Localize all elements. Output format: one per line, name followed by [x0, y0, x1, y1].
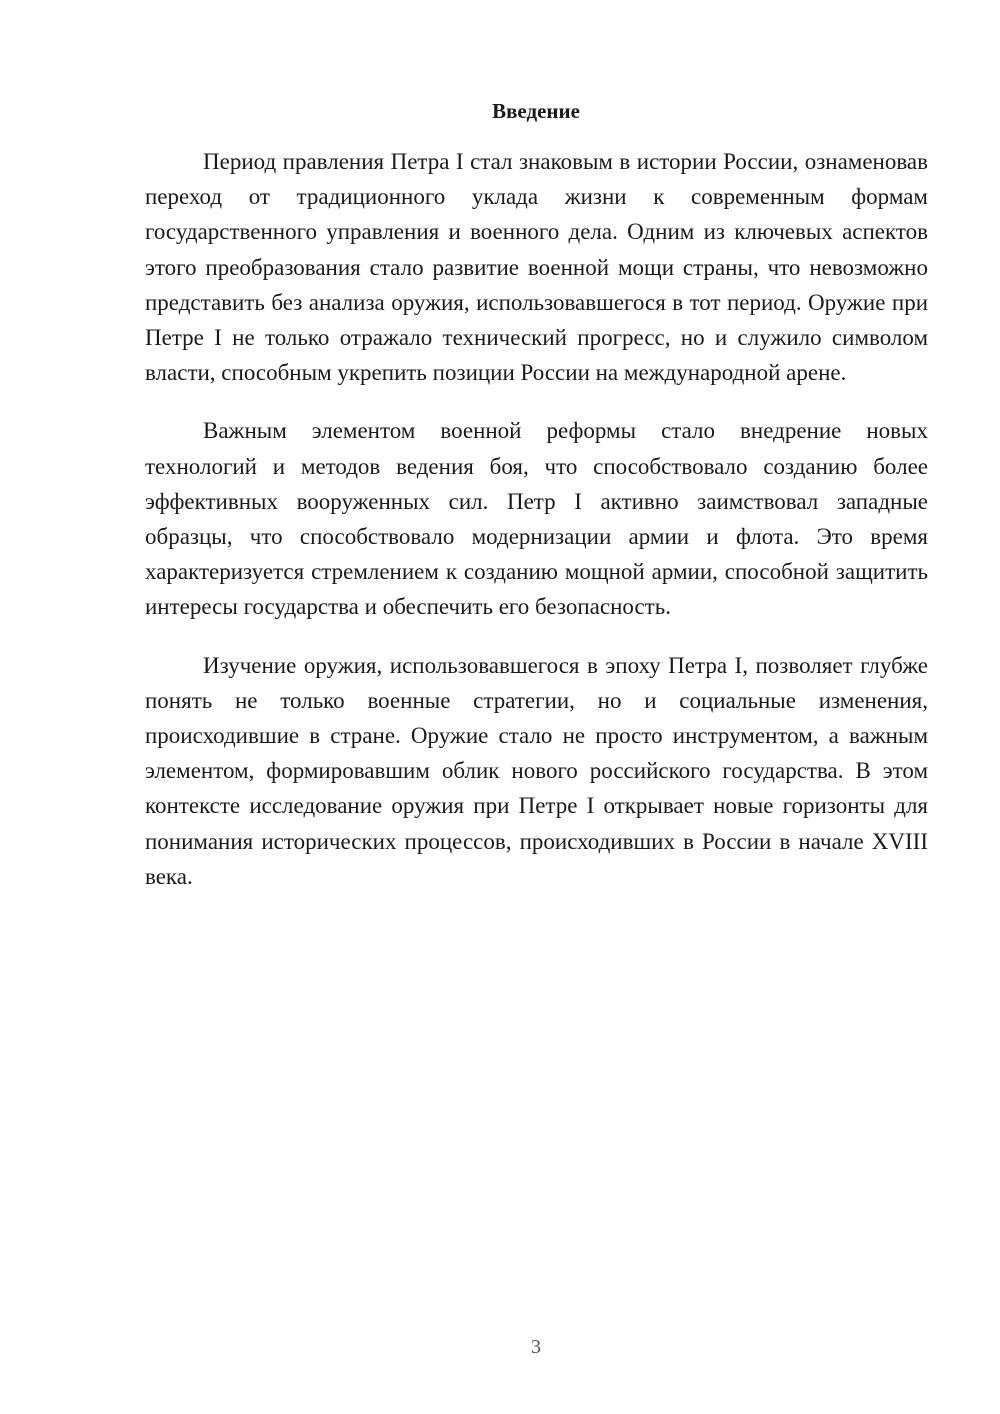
page-number: 3 — [531, 1336, 541, 1358]
paragraph-2: Важным элементом военной реформы стало внедрение новых технологий и методов ведения боя, что способствовало созданию более эффективных вооруженных сил. Петр I активно заимствовал западные образцы, что способствовало модернизации армии и флота. Это время характеризуется стремлением к созданию мощной армии, способной защитить интересы государства и обеспечить его безопасность. — [145, 418, 928, 620]
paragraph-1: Период правления Петра I стал знаковым в истории России, ознаменовав переход от традиционного уклада жизни к современным формам государственного управления и военного дела. Одним из ключевых аспектов этого преобразования стало развитие военной мощи страны, что невозможно представить без анализа оружия, использовавшегося в тот период. Оружие при Петре I не только отражало технический прогресс, но и служило символом власти, способным укрепить позиции России на международной арене. — [145, 149, 928, 386]
page-title: Введение — [492, 99, 580, 123]
paragraph-3: Изучение оружия, использовавшегося в эпоху Петра I, позволяет глубже понять не только военные стратегии, но и социальные изменения, происходившие в стране. Оружие стало не просто инструментом, а важным элементом, формировавшим облик нового российского государства. В этом контексте исследование оружия при Петре I открывает новые горизонты для понимания исторических процессов, происходивших в России в начале XVIII века. — [145, 652, 928, 889]
body-text — [145, 144, 928, 917]
